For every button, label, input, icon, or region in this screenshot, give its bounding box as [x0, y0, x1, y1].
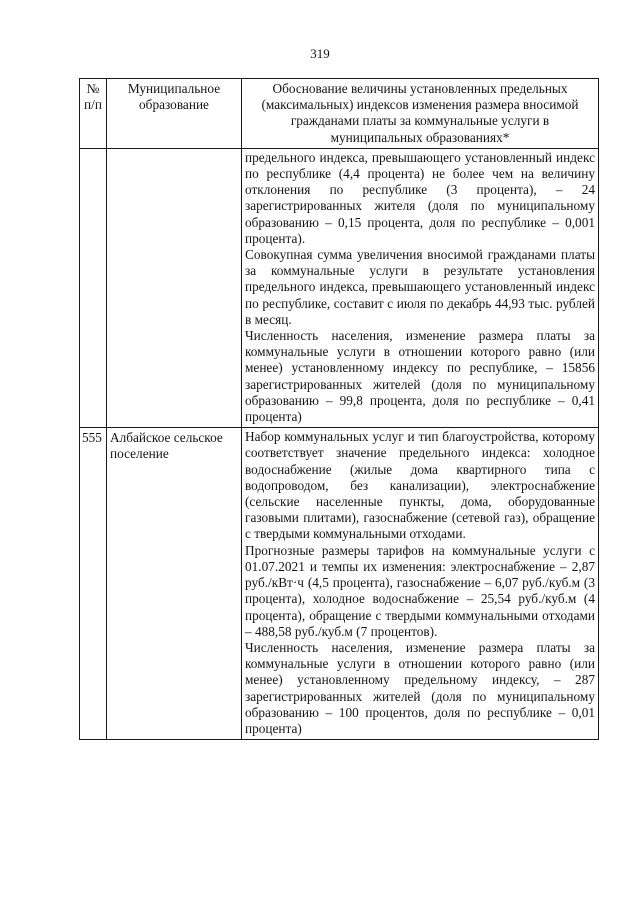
header-justification: Обоснование величины установленных предельных (максимальных) индексов изменения размера вносимой гражданами платы за коммунальные услуги в муниципальных образованиях*: [242, 79, 599, 149]
table-row: [80, 148, 599, 427]
row-municipality: [107, 148, 242, 427]
table-header-row: [80, 79, 599, 149]
table-row: [80, 428, 599, 740]
row-number: 555: [80, 428, 107, 740]
paragraph: Численность населения, изменение размера платы за коммунальные услуги в отношении которого равно (или менее) установленному индексу по республике, – 15856 зарегистрированных жителей (доля по муниципальному образованию – 99,8 процента, доля по республике – 0,41 процента): [245, 328, 595, 425]
paragraph: Совокупная сумма увеличения вносимой гражданами платы за коммунальные услуги в результате установления предельного индекса, превышающего установленный индекс по республике, составит с июля по декабрь 44,93 тыс. рублей в месяц.: [245, 247, 595, 327]
row-number: [80, 148, 107, 427]
page-number: 319: [310, 46, 330, 61]
header-municipality: Муниципальное образование: [107, 79, 242, 149]
header-number: № п/п: [80, 79, 107, 149]
row-municipality: Албайское сельское поселение: [107, 428, 242, 740]
paragraph: предельного индекса, превышающего установленный индекс по республике (4,4 процента) не более чем на величину отклонения по республике (3 процента), – 24 зарегистрированных жителя (доля по муниципальному образованию – 0,15 процента, доля по республике – 0,001 процента).: [245, 149, 595, 246]
justification-table: [79, 78, 599, 740]
paragraph: Численность населения, изменение размера платы за коммунальные услуги в отношении которого равно (или менее) установленному предельному индексу, – 287 зарегистрированных жителей (доля по муниципальному образованию – 100 процентов, доля по республике – 0,01 процента): [245, 639, 595, 736]
paragraph: Набор коммунальных услуг и тип благоустройства, которому соответствует значение предельного индекса: холодное водоснабжение (жилые дома квартирного типа с водопроводом, без канализации), электроснабжение (сельские населенные пункты, дома, оборудованные газовыми плитами), газоснабжение (сетевой газ), обращение с твердыми коммунальными отходами.: [245, 429, 595, 542]
paragraph: Прогнозные размеры тарифов на коммунальные услуги с 01.07.2021 и темпы их изменения: электроснабжение – 2,87 руб./кВт·ч (4,5 процента), газоснабжение – 6,07 руб./куб.м (3 процента), холодное водоснабжение – 25,54 руб./куб.м (4 процента), обращение с твердыми коммунальными отходами – 488,58 руб./куб.м (7 процентов).: [245, 542, 595, 639]
row-justification: [242, 148, 599, 427]
row-justification: [242, 428, 599, 740]
